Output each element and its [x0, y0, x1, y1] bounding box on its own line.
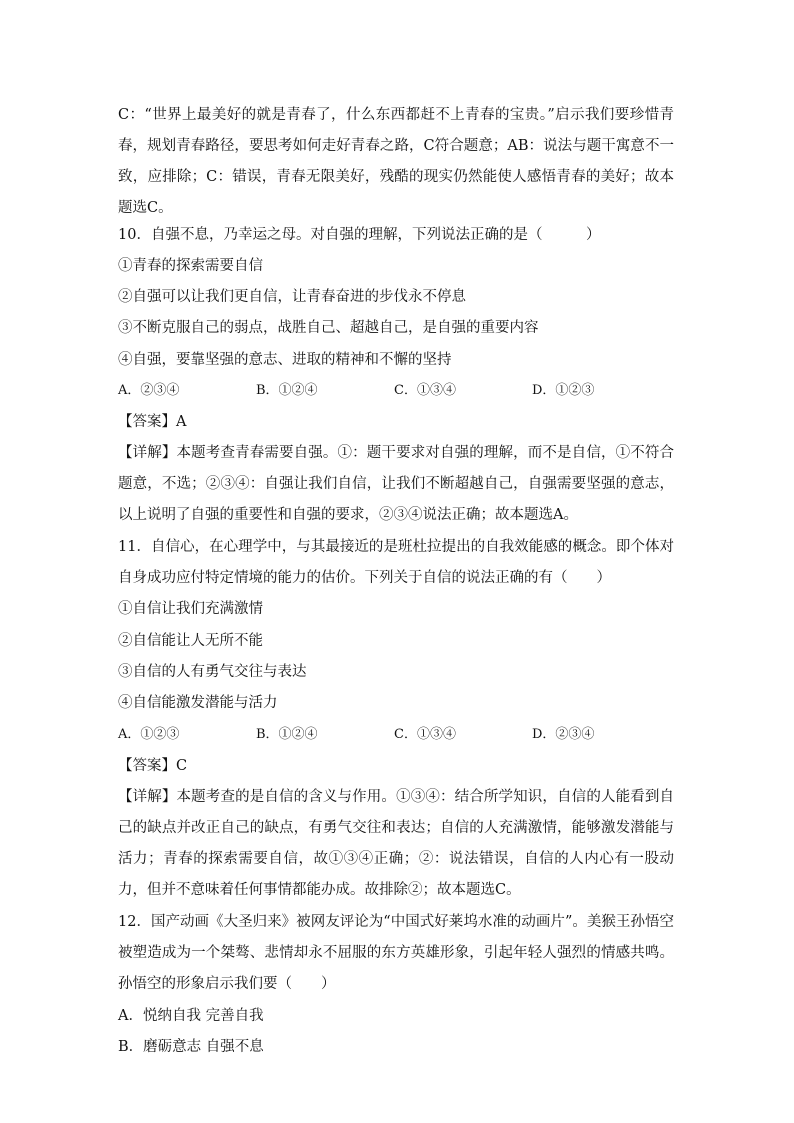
question-10-statement-1: ①青春的探索需要自信	[118, 258, 263, 274]
option-a: A．①②③	[118, 727, 180, 742]
question-11-statement-2: ②自信能让人无所不能	[118, 633, 263, 649]
option-d: D．②③④	[532, 727, 595, 742]
question-10-statement-3: ③不断克服自己的弱点，战胜自己、超越自己，是自强的重要内容	[118, 320, 539, 336]
question-10-answer: 【答案】A	[118, 414, 187, 430]
option-c: C．①③④	[394, 727, 456, 742]
option-c: C．①③④	[394, 383, 456, 398]
question-10-statement-2: ②自强可以让我们更自信，让青春奋进的步伐永不停息	[118, 289, 466, 305]
question-12-stem: 12．国产动画《大圣归来》被网友评论为“中国式好莱坞水准的动画片”。美猴王孙悟空被塑造成为一个桀骜、悲情却永不屈服的东方英雄形象，引起年轻人强烈的情感共鸣。孙悟空的形象启示我们要（ ）	[118, 914, 674, 992]
question-10-stem: 10．自强不息，乃幸运之母。对自强的理解，下列说法正确的是（ ）	[118, 227, 601, 243]
question-12-option-a: A．悦纳自我 完善自我	[118, 1008, 264, 1024]
question-11-statement-3: ③自信的人有勇气交往与表达	[118, 664, 307, 680]
question-11-explanation: 【详解】本题考查的是自信的含义与作用。①③④：结合所学知识，自信的人能看到自己的缺点并改正自己的缺点，有勇气交往和表达；自信的人充满激情，能够激发潜能与活力；青春的探索需要自信，故①③④正确；②：说法错误，自信的人内心有一股动力，但并不意味着任何事情都能办成。故排除②；故本题选C。	[118, 789, 674, 898]
carryover-explanation: C：“世界上最美好的就是青春了，什么东西都赶不上青春的宝贵。”启示我们要珍惜青春，规划青春路径，要思考如何走好青春之路，C符合题意；AB：说法与题干寓意不一致，应排除；C：错误，青春无限美好，残酷的现实仍然能使人感悟青春的美好；故本题选C。	[118, 107, 674, 216]
question-11-options	[118, 725, 678, 745]
question-11-stem: 11．自信心，在心理学中，与其最接近的是班杜拉提出的自我效能感的概念。即个体对自身成功应付特定情境的能力的估价。下列关于自信的说法正确的有（ ）	[118, 539, 674, 586]
question-12-option-b: B．磨砺意志 自强不息	[118, 1039, 264, 1055]
option-a: A．②③④	[118, 383, 180, 398]
option-b: B．①②④	[256, 727, 318, 742]
question-11-statement-4: ④自信能激发潜能与活力	[118, 695, 278, 711]
question-11-statement-1: ①自信让我们充满激情	[118, 601, 263, 617]
question-10-explanation: 【详解】本题考查青春需要自强。①：题干要求对自强的理解，而不是自信，①不符合题意，不选；②③④：自强让我们自信，让我们不断超越自己，自强需要坚强的意志，以上说明了自强的重要性和自强的要求，②③④说法正确；故本题选A。	[118, 445, 674, 523]
question-10-options	[118, 381, 678, 401]
option-d: D．①②③	[532, 383, 595, 398]
question-10-statement-4: ④自强，要靠坚强的意志、进取的精神和不懈的坚持	[118, 352, 452, 368]
question-11-answer: 【答案】C	[118, 758, 188, 774]
option-b: B．①②④	[256, 383, 318, 398]
